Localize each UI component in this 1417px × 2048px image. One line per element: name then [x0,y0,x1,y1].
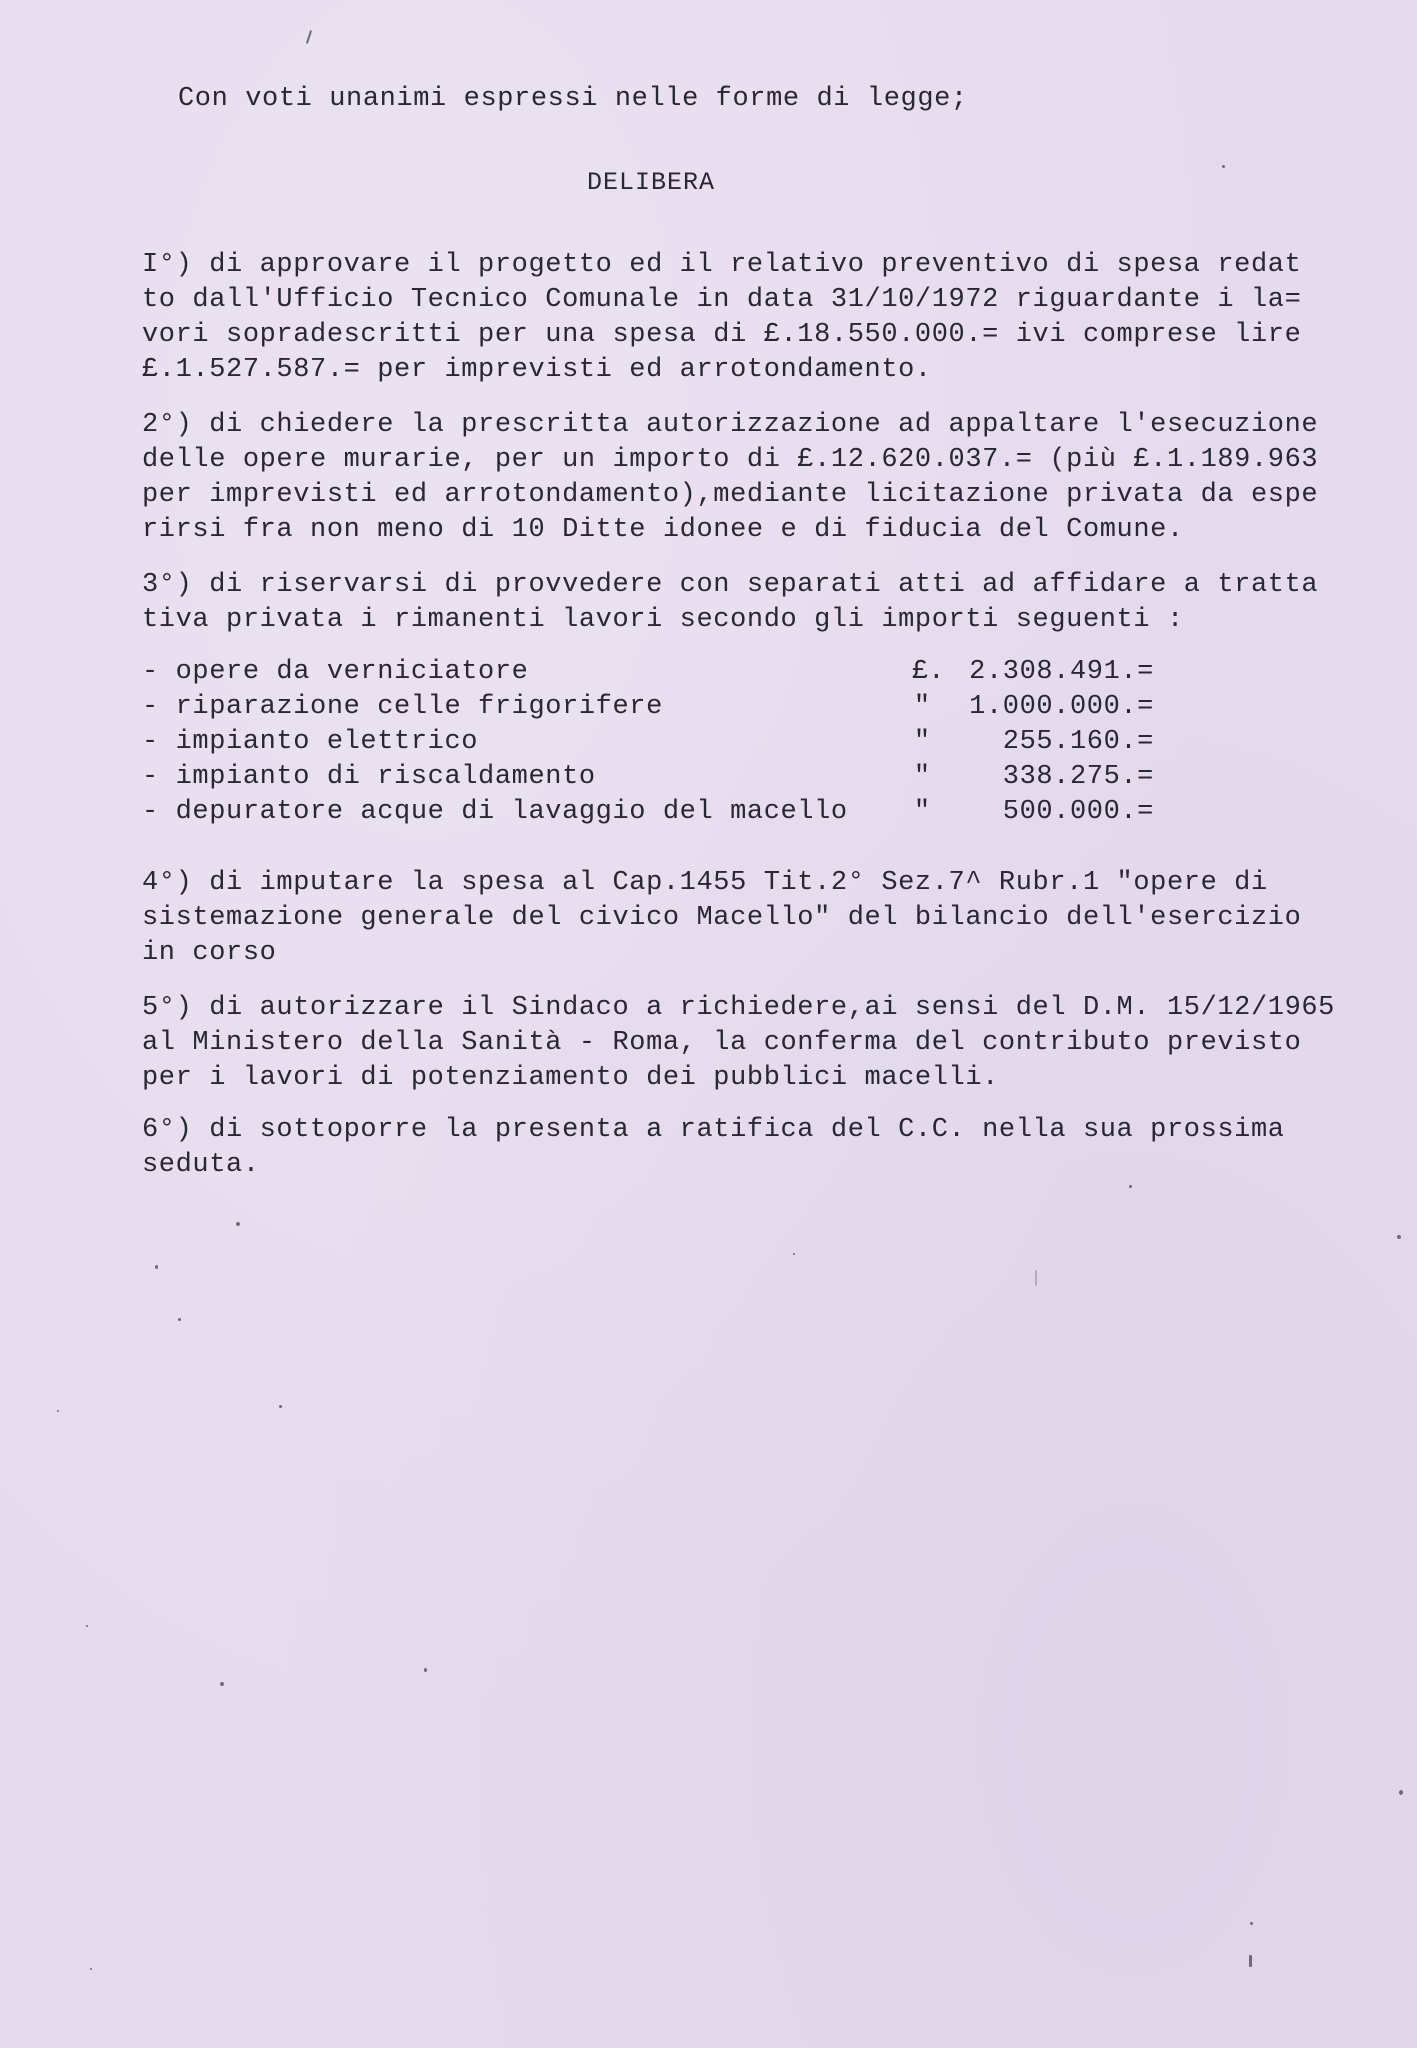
paper-mark [306,30,312,44]
cost-item-label: - impianto di riscaldamento [142,762,596,792]
point-4-line-2: sistemazione generale del civico Macello" del bilancio dell'esercizio [142,903,1302,933]
point-1-line-2: to dall'Ufficio Tecnico Comunale in data 31/10/1972 riguardante i la= [142,285,1302,315]
cost-item-label: - impianto elettrico [142,727,479,757]
cost-item-label: - opere da verniciatore [142,657,529,687]
paper-speck [424,1668,427,1672]
opening-line: Con voti unanimi espressi nelle forme di legge; [178,84,968,114]
paper-speck [220,1682,224,1686]
point-1-line-3: vori sopradescritti per una spesa di £.18.550.000.= ivi comprese lire [142,320,1302,350]
paper-speck [1399,1790,1403,1795]
point-1-line-1: I°) di approvare il progetto ed il relativo preventivo di spesa redat [142,250,1302,280]
point-2-line-4: rirsi fra non meno di 10 Ditte idonee e di fiducia del Comune. [142,515,1184,545]
paper-speck [793,1253,795,1255]
point-1-line-4: £.1.527.587.= per imprevisti ed arrotondamento. [142,355,932,385]
point-2-line-2: delle opere murarie, per un importo di £.12.620.037.= (più £.1.189.963 [142,445,1319,475]
cost-item-amount: 255.160.= [1002,727,1154,757]
paper-speck [178,1318,181,1321]
paper-speck [86,1625,88,1627]
point-3-line-1: 3°) di riservarsi di provvedere con separati atti ad affidare a tratta [142,570,1319,600]
paper-speck [1397,1235,1401,1239]
point-5-line-1: 5°) di autorizzare il Sindaco a richiedere,ai sensi del D.M. 15/12/1965 [142,993,1335,1023]
paper-speck [57,1410,59,1412]
point-3-line-2: tiva privata i rimanenti lavori secondo gli importi seguenti : [142,605,1184,635]
paper-mark [1249,1955,1252,1967]
document-title: DELIBERA [587,168,716,197]
cost-item-currency: " [913,797,931,827]
cost-item-currency: £. [912,657,945,687]
point-5-line-3: per i lavori di potenziamento dei pubblici macelli. [142,1063,999,1093]
point-2-line-1: 2°) di chiedere la prescritta autorizzazione ad appaltare l'esecuzione [142,410,1319,440]
point-5-line-2: al Ministero della Sanità - Roma, la conferma del contributo previsto [142,1028,1302,1058]
paper-speck [1129,1185,1132,1188]
point-4-line-1: 4°) di imputare la spesa al Cap.1455 Tit.2° Sez.7^ Rubr.1 "opere di [142,868,1268,898]
cost-item-currency: " [913,692,931,722]
point-6-line-1: 6°) di sottoporre la presenta a ratifica del C.C. nella sua prossima [142,1115,1285,1145]
cost-item-currency: " [913,727,931,757]
paper-mark [1035,1270,1037,1286]
cost-item-amount: 2.308.491.= [969,657,1154,687]
cost-item-amount: 338.275.= [1002,762,1154,792]
paper-speck [155,1265,158,1269]
point-4-line-3: in corso [142,938,277,968]
cost-item-amount: 1.000.000.= [969,692,1154,722]
cost-item-amount: 500.000.= [1002,797,1154,827]
point-2-line-3: per imprevisti ed arrotondamento),mediante licitazione privata da espe [142,480,1319,510]
cost-item-label: - depuratore acque di lavaggio del macello [142,797,848,827]
cost-item-label: - riparazione celle frigorifere [142,692,663,722]
paper-speck [1250,1922,1253,1925]
paper-speck [279,1405,282,1408]
paper-speck [1222,165,1225,168]
point-6-line-2: seduta. [142,1150,260,1180]
paper-speck [90,1968,92,1970]
cost-item-currency: " [913,762,931,792]
paper-speck [236,1222,240,1226]
